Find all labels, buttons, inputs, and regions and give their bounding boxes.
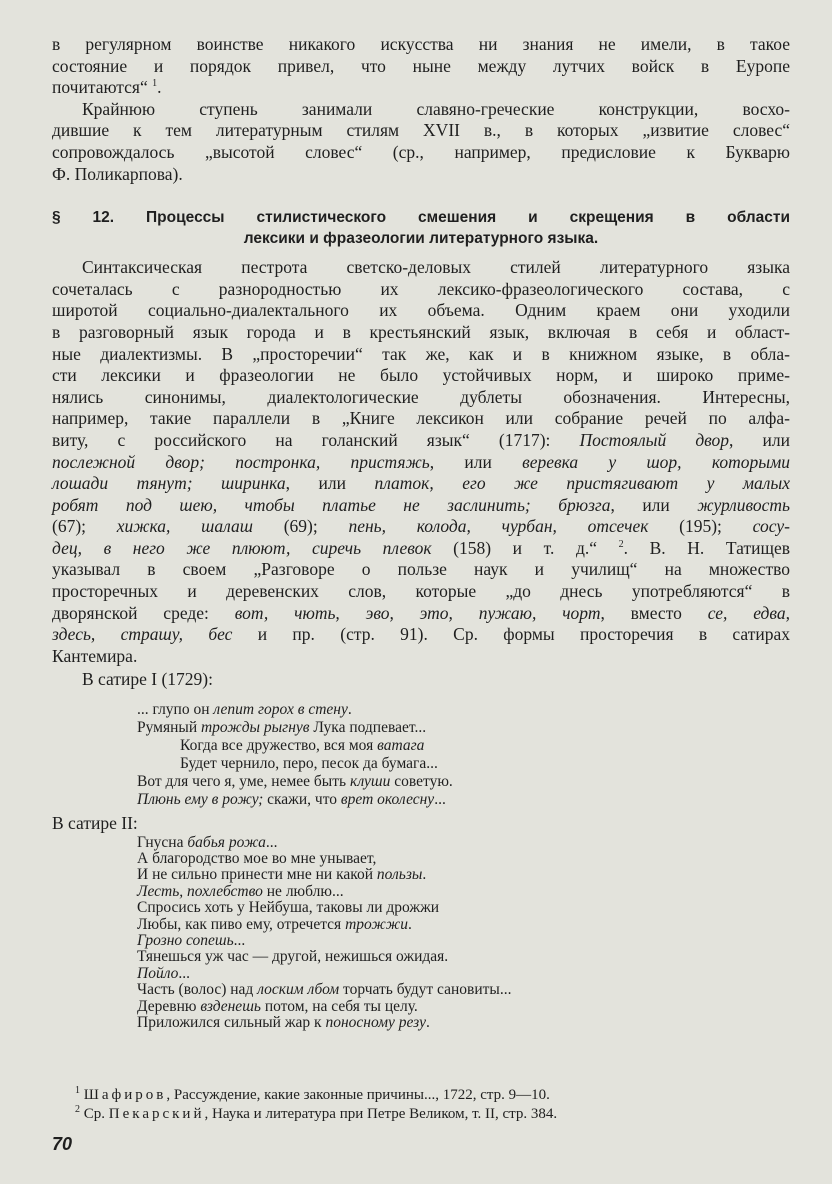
- text-line: [137, 999, 790, 1015]
- text-segment: .: [157, 77, 162, 98]
- text-segment: Спросись хоть у Нейбуша, таковы ли дрожжи: [137, 899, 440, 917]
- text-line: [137, 867, 790, 883]
- text-segment: Кантемира.: [52, 645, 138, 666]
- text-line: [52, 603, 790, 625]
- text-segment: советую.: [390, 773, 453, 791]
- footnote-marker: 1: [152, 78, 158, 90]
- italic-text: лошади тянут; ширинка: [52, 473, 286, 494]
- text-line: [137, 933, 790, 949]
- text-segment: , вместо: [600, 602, 708, 623]
- text-line: [52, 142, 790, 164]
- text-segment: Шафиров: [83, 1087, 167, 1103]
- section-heading: [52, 207, 790, 249]
- text-line: [137, 917, 790, 933]
- text-segment: Когда все дружество, вся моя: [180, 737, 378, 755]
- text-line: [137, 1015, 790, 1031]
- text-line: [52, 257, 790, 279]
- italic-text: сосу-: [752, 516, 790, 537]
- text-line: [137, 835, 790, 851]
- text-segment: , или: [610, 494, 698, 515]
- text-line: [137, 949, 790, 965]
- paragraph-syntactic-variety: [52, 257, 790, 667]
- text-line: [52, 646, 790, 668]
- text-segment: А благородство мое во мне унывает,: [137, 850, 377, 868]
- footnotes: [75, 1086, 790, 1123]
- text-line: [137, 719, 790, 737]
- text-segment: (195);: [648, 516, 753, 537]
- text-segment: Пекарский: [108, 1105, 205, 1122]
- italic-text: здесь, страшу, бес: [52, 624, 233, 645]
- italic-text: послежной двор; постронка, пристяжь: [52, 451, 430, 472]
- text-line: [52, 34, 790, 56]
- text-segment: . В. Н. Татищев: [623, 537, 790, 558]
- text-segment: Синтаксическая пестрота светско-деловых стилей литературного языка: [82, 257, 790, 278]
- text-segment: Гнусна: [137, 833, 188, 851]
- italic-text: ватага: [377, 737, 425, 755]
- text-line: [137, 773, 790, 791]
- footnote-marker: 1: [75, 1085, 80, 1096]
- text-segment: , или: [285, 473, 375, 494]
- text-line: [52, 322, 790, 344]
- text-line: [137, 701, 790, 719]
- text-line: [75, 1105, 790, 1124]
- text-segment: просторечных и деревенских слов, которые „до днесь употребляются“ в: [52, 581, 790, 602]
- italic-text: Лесть, похлебство: [137, 882, 263, 900]
- text-line: [52, 473, 790, 495]
- footnote-marker: 2: [75, 1103, 80, 1115]
- text-segment: ...: [233, 932, 246, 950]
- text-segment: виту, с российского на голанский язык“ (1717):: [52, 429, 580, 450]
- italic-text: робят под шею, чтобы платье не заслинить; брюзга: [52, 494, 611, 515]
- text-line: [137, 900, 790, 916]
- text-segment: ... глупо он: [137, 701, 214, 719]
- text-segment: нялись синонимы, диалектологические дублеты обозначения. Интересны,: [52, 386, 790, 407]
- italic-text: пользы: [376, 866, 423, 884]
- italic-text: Грозно сопешь: [137, 932, 234, 950]
- text-line: [52, 581, 790, 603]
- footnote-marker: 2: [618, 539, 624, 551]
- text-segment: .: [347, 701, 352, 719]
- text-segment: , Рассуждение, какие законные причины..., 1722, стр. 9—10.: [166, 1087, 550, 1103]
- text-segment: указывал в своем „Разговоре о пользе наук и училищ“ на множество: [52, 559, 790, 580]
- italic-text: вот, чють, эво, это, пужаю, чорт: [234, 602, 601, 623]
- text-segment: Тянешься уж час — другой, нежишься ожидая.: [137, 948, 449, 966]
- text-line: [52, 452, 790, 474]
- text-segment: в разговорный язык города и в крестьянский язык, включая в себя и област-: [52, 321, 790, 342]
- italic-text: взденешь: [200, 997, 261, 1015]
- text-line: [137, 851, 790, 867]
- text-segment: Часть (волос) над: [137, 981, 258, 999]
- italic-text: лепит горох в стену: [213, 701, 348, 719]
- text-line: [52, 300, 790, 322]
- text-line: [52, 624, 790, 646]
- text-segment: Лука подпевает...: [309, 719, 427, 737]
- verse-satire-2: [137, 835, 790, 1032]
- text-segment: Ср.: [80, 1105, 109, 1122]
- italic-text: хижка, шалаш: [116, 516, 253, 537]
- text-line: [52, 495, 790, 517]
- text-segment: почитаются“: [52, 77, 153, 98]
- text-segment: Приложился сильный жар к: [137, 1014, 326, 1032]
- text-line: [75, 1086, 790, 1105]
- satire-2-label: В сатире II:: [52, 813, 138, 834]
- text-line: [52, 559, 790, 581]
- text-segment: Румяный: [137, 719, 201, 737]
- italic-text: врет околесну: [340, 791, 435, 809]
- text-segment: ...: [178, 964, 191, 982]
- text-line: [137, 884, 790, 900]
- text-segment: сочеталась с разнородностью их лексико-фразеологического состава, с: [52, 278, 790, 299]
- text-segment: широтой социально-диалектального их объема. Одним краем они уходили: [52, 300, 790, 321]
- text-line: [137, 755, 790, 773]
- text-line: [52, 365, 790, 387]
- text-line: [52, 279, 790, 301]
- section-heading-line-2: лексики и фразеологии литературного языка.: [243, 230, 599, 248]
- text-line: [52, 56, 790, 78]
- text-segment: ...: [265, 833, 278, 851]
- italic-text: трожды рыгнув: [200, 719, 310, 737]
- text-line: [52, 120, 790, 142]
- text-line: [52, 538, 790, 560]
- verse-satire-1: [137, 701, 790, 809]
- text-segment: потом, на себя ты целу.: [260, 997, 418, 1015]
- italic-text: клуши: [349, 773, 391, 791]
- text-line: [137, 791, 790, 809]
- text-line: [137, 966, 790, 982]
- text-segment: Деревню: [137, 997, 201, 1015]
- text-segment: .: [407, 915, 412, 933]
- page-number: 70: [52, 1134, 73, 1154]
- text-line: [52, 99, 790, 121]
- text-segment: .: [422, 866, 427, 884]
- text-segment: Любы, как пиво ему, отречется: [137, 915, 346, 933]
- italic-text: се, едва,: [707, 602, 791, 623]
- text-segment: и пр. (стр. 91). Ср. формы просторечия в сатирах: [232, 624, 790, 645]
- paragraph-quote-end: [52, 34, 790, 99]
- text-segment: торчать будут сановиты...: [339, 981, 512, 999]
- text-line: [52, 430, 790, 452]
- text-line: [52, 516, 790, 538]
- page-body: [52, 34, 790, 1032]
- text-segment: в регулярном воинстве никакого искусства ни знания не имели, в такое: [52, 34, 790, 54]
- italic-text: Пойло: [137, 964, 179, 982]
- italic-text: Постоялый двор: [579, 429, 730, 450]
- text-segment: И не сильно принести мне ни какой: [137, 866, 377, 884]
- paragraph-slavonic-constructions: [52, 99, 790, 185]
- text-segment: скажи, что: [263, 791, 341, 809]
- text-line: [52, 164, 790, 186]
- text-segment: ные диалектизмы. В „просторечии“ так же, как и в книжном языке, в обла-: [52, 343, 790, 364]
- text-line: [52, 408, 790, 430]
- text-segment: ...: [434, 791, 446, 809]
- text-segment: , или: [729, 429, 790, 450]
- text-line: [137, 982, 790, 998]
- text-segment: сопровождалось „высотой словес“ (ср., например, предисловие к Букварю: [52, 141, 790, 162]
- italic-text: бабья рожа: [187, 833, 266, 851]
- text-segment: (69);: [252, 516, 349, 537]
- text-segment: .: [426, 1014, 430, 1032]
- text-line: [52, 77, 790, 99]
- text-segment: например, такие параллели в „Книге лексикон или собрание речей по алфа-: [52, 408, 790, 429]
- text-segment: (67);: [52, 516, 117, 537]
- text-segment: Крайнюю ступень занимали славяно-греческие конструкции, восхо-: [82, 98, 790, 119]
- text-segment: сти лексики и фразеологии не было устойчивых норм, и широко приме-: [52, 365, 790, 386]
- italic-text: пень, колода, чурбан, отсечек: [348, 516, 649, 537]
- section-heading-line-1: § 12. Процессы стилистического смешения и скрещения в области: [52, 209, 790, 227]
- text-segment: Будет чернило, перо, песок да бумага...: [180, 755, 438, 773]
- italic-text: дец, в него же плюют, сиречь плевок: [52, 537, 432, 558]
- text-segment: Ф. Поликарпова).: [52, 163, 183, 184]
- italic-text: журливость: [697, 494, 790, 515]
- text-segment: (158) и т. д.“: [431, 537, 619, 558]
- text-segment: состояние и порядок привел, что ныне между лутчих войск в Еуропе: [52, 55, 790, 76]
- italic-text: лоским лбом: [257, 981, 340, 999]
- italic-text: веревка у шор, которыми: [522, 451, 790, 472]
- italic-text: трожжи: [345, 915, 408, 933]
- satire-1-label: В сатире I (1729):: [82, 669, 213, 690]
- italic-text: платок, его же пристягивают у малых: [374, 473, 790, 494]
- text-line: [52, 387, 790, 409]
- italic-text: Плюнь ему в рожу;: [137, 791, 264, 809]
- text-segment: Вот для чего я, уме, немее быть: [137, 773, 350, 791]
- text-segment: , Наука и литература при Петре Великом, т. II, стр. 384.: [204, 1105, 558, 1122]
- text-segment: не люблю...: [262, 882, 344, 900]
- text-segment: дворянской среде:: [52, 602, 235, 623]
- text-line: [52, 344, 790, 366]
- text-segment: дившие к тем литературным стилям XVII в., в которых „извитие словес“: [52, 120, 790, 141]
- italic-text: поносному резу: [325, 1014, 426, 1032]
- text-line: [137, 737, 790, 755]
- text-segment: , или: [429, 451, 523, 472]
